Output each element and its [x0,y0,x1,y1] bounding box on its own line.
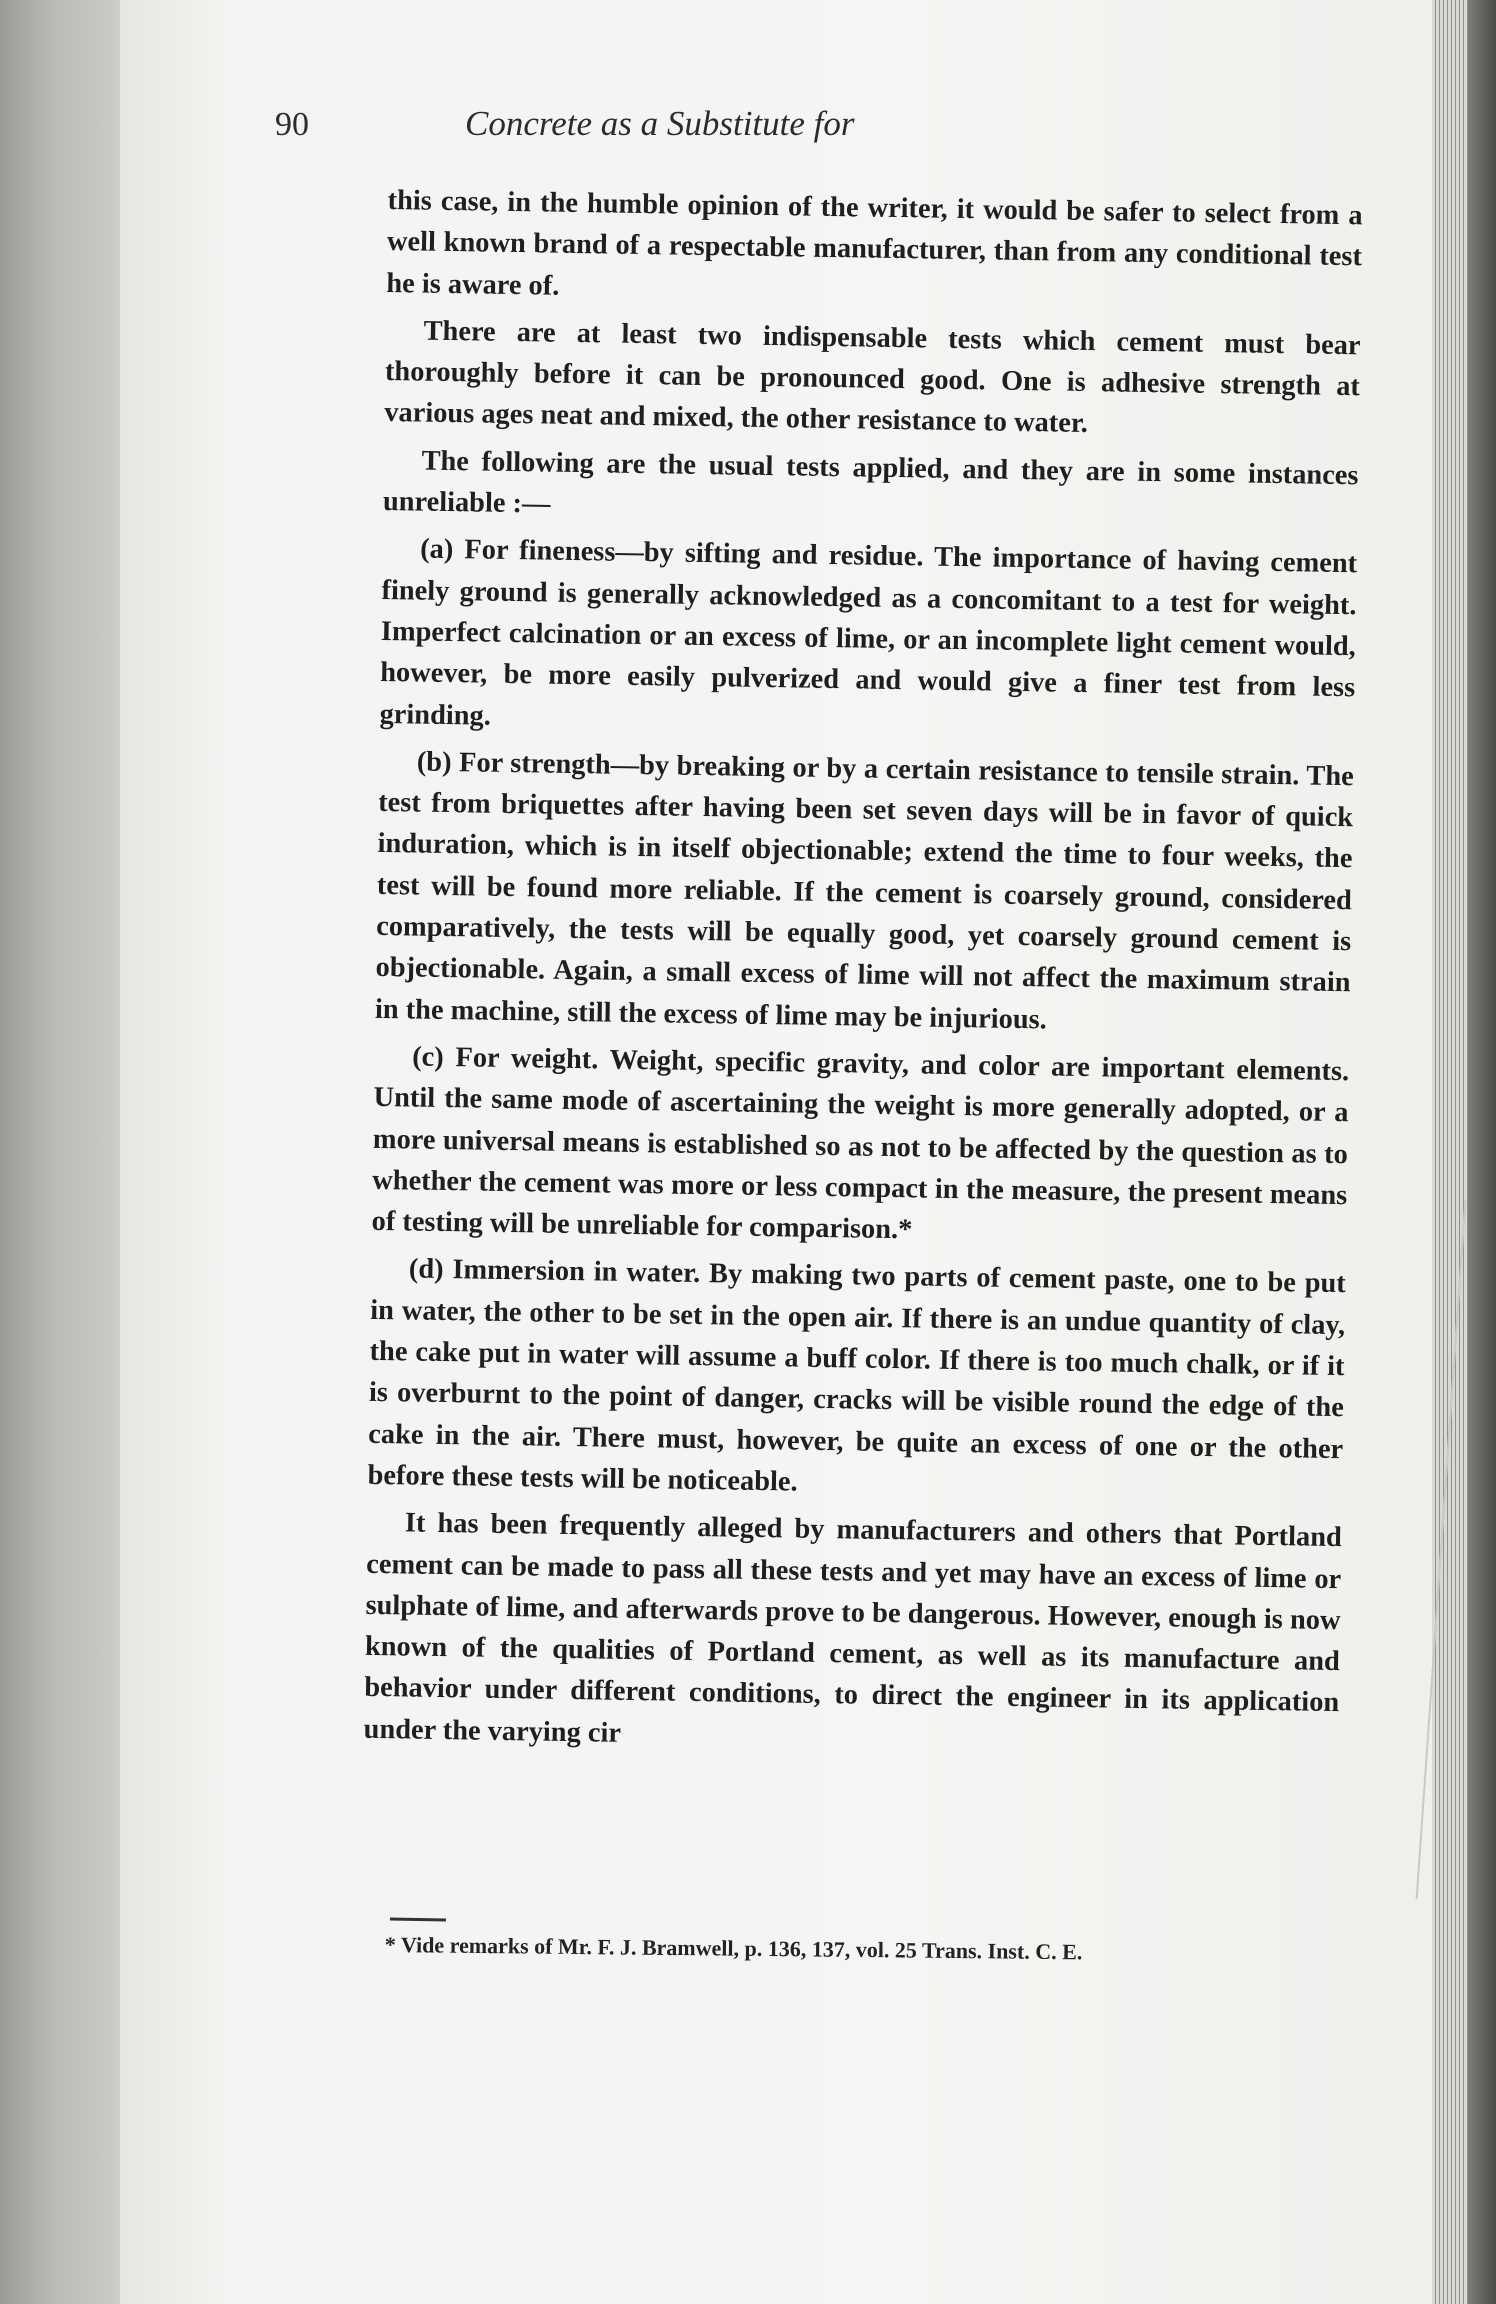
paragraph-test-b: (b) For strength—by breaking or by a certain resistance to tensile strain. The test from briquettes after having been set seven days will be in favor of quick induration, which is in itself objectionable; extend the time to four weeks, the test will be found more reliable. If the cement is coarsely ground, considered comparatively, the tests will be equally good, yet coarsely ground cement is objectionable. Again, a small excess of lime will not affect the maximum strain in the machine, still the excess of lime may be injurious. [374,746,1354,1036]
paragraph-test-c: (c) For weight. Weight, specific gravity, and color are important elements. Until the same mode of ascertaining the weight is more generally adopted, or a more universal means is established so as not to be affected by the question as to whether the cement was more or less compact in the measure, the present means of testing will be unreliable for comparison.* [371,1041,1350,1246]
paragraph: It has been frequently alleged by manufacturers and others that Portland cement can be made to pass all these tests and yet may have an excess of lime or sulphate of lime, and afterwards prove to be dangerous. However, enough is now known of the qualities of Portland cement, as well as its manufacture and behavior under different conditions, to direct the engineer in its application under the varying cir [363,1507,1343,1749]
body-text [363,180,1363,1771]
scan-edge-left [0,0,130,2304]
paragraph: There are at least two indispensable tests which cement must bear thoroughly before it can be pronounced good. One is adhesive strength at various ages neat and mixed, the other resistance to water. [384,315,1361,440]
paragraph-test-d: (d) Immersion in water. By making two parts of cement paste, one to be put in water, the other to be set in the open air. If there is an undue quantity of clay, the cake put in water will assume a buff color. If there is too much chalk, or if it is overburnt to the point of danger, cracks will be visible round the edge of the cake in the air. There must, however, be quite an excess of one or the other before these tests will be noticeable. [367,1253,1347,1498]
footnote: * Vide remarks of Mr. F. J. Bramwell, p. 136, 137, vol. 25 Trans. Inst. C. E. [384,1932,1083,1965]
page-header [275,98,1135,158]
paragraph: this case, in the humble opinion of the writer, it would be safer to select from a well known brand of a respectable manufacturer, than from any conditional test he is aware of. [386,184,1363,302]
page-stack-shadow [1468,0,1496,2304]
running-title: Concrete as a Substitute for [465,104,855,143]
paragraph-test-a: (a) For fineness—by sifting and residue. The importance of having cement finely ground is generally acknowledged as a concomitant to a test for weight. Imperfect calcination or an excess of lime, or an incomplete light cement would, however, be more easily pulverized and would give a finer test from less grinding. [379,533,1358,732]
paragraph: The following are the usual tests applied, and they are in some instances unreliable :— [382,445,1359,520]
page-number: 90 [275,106,309,143]
